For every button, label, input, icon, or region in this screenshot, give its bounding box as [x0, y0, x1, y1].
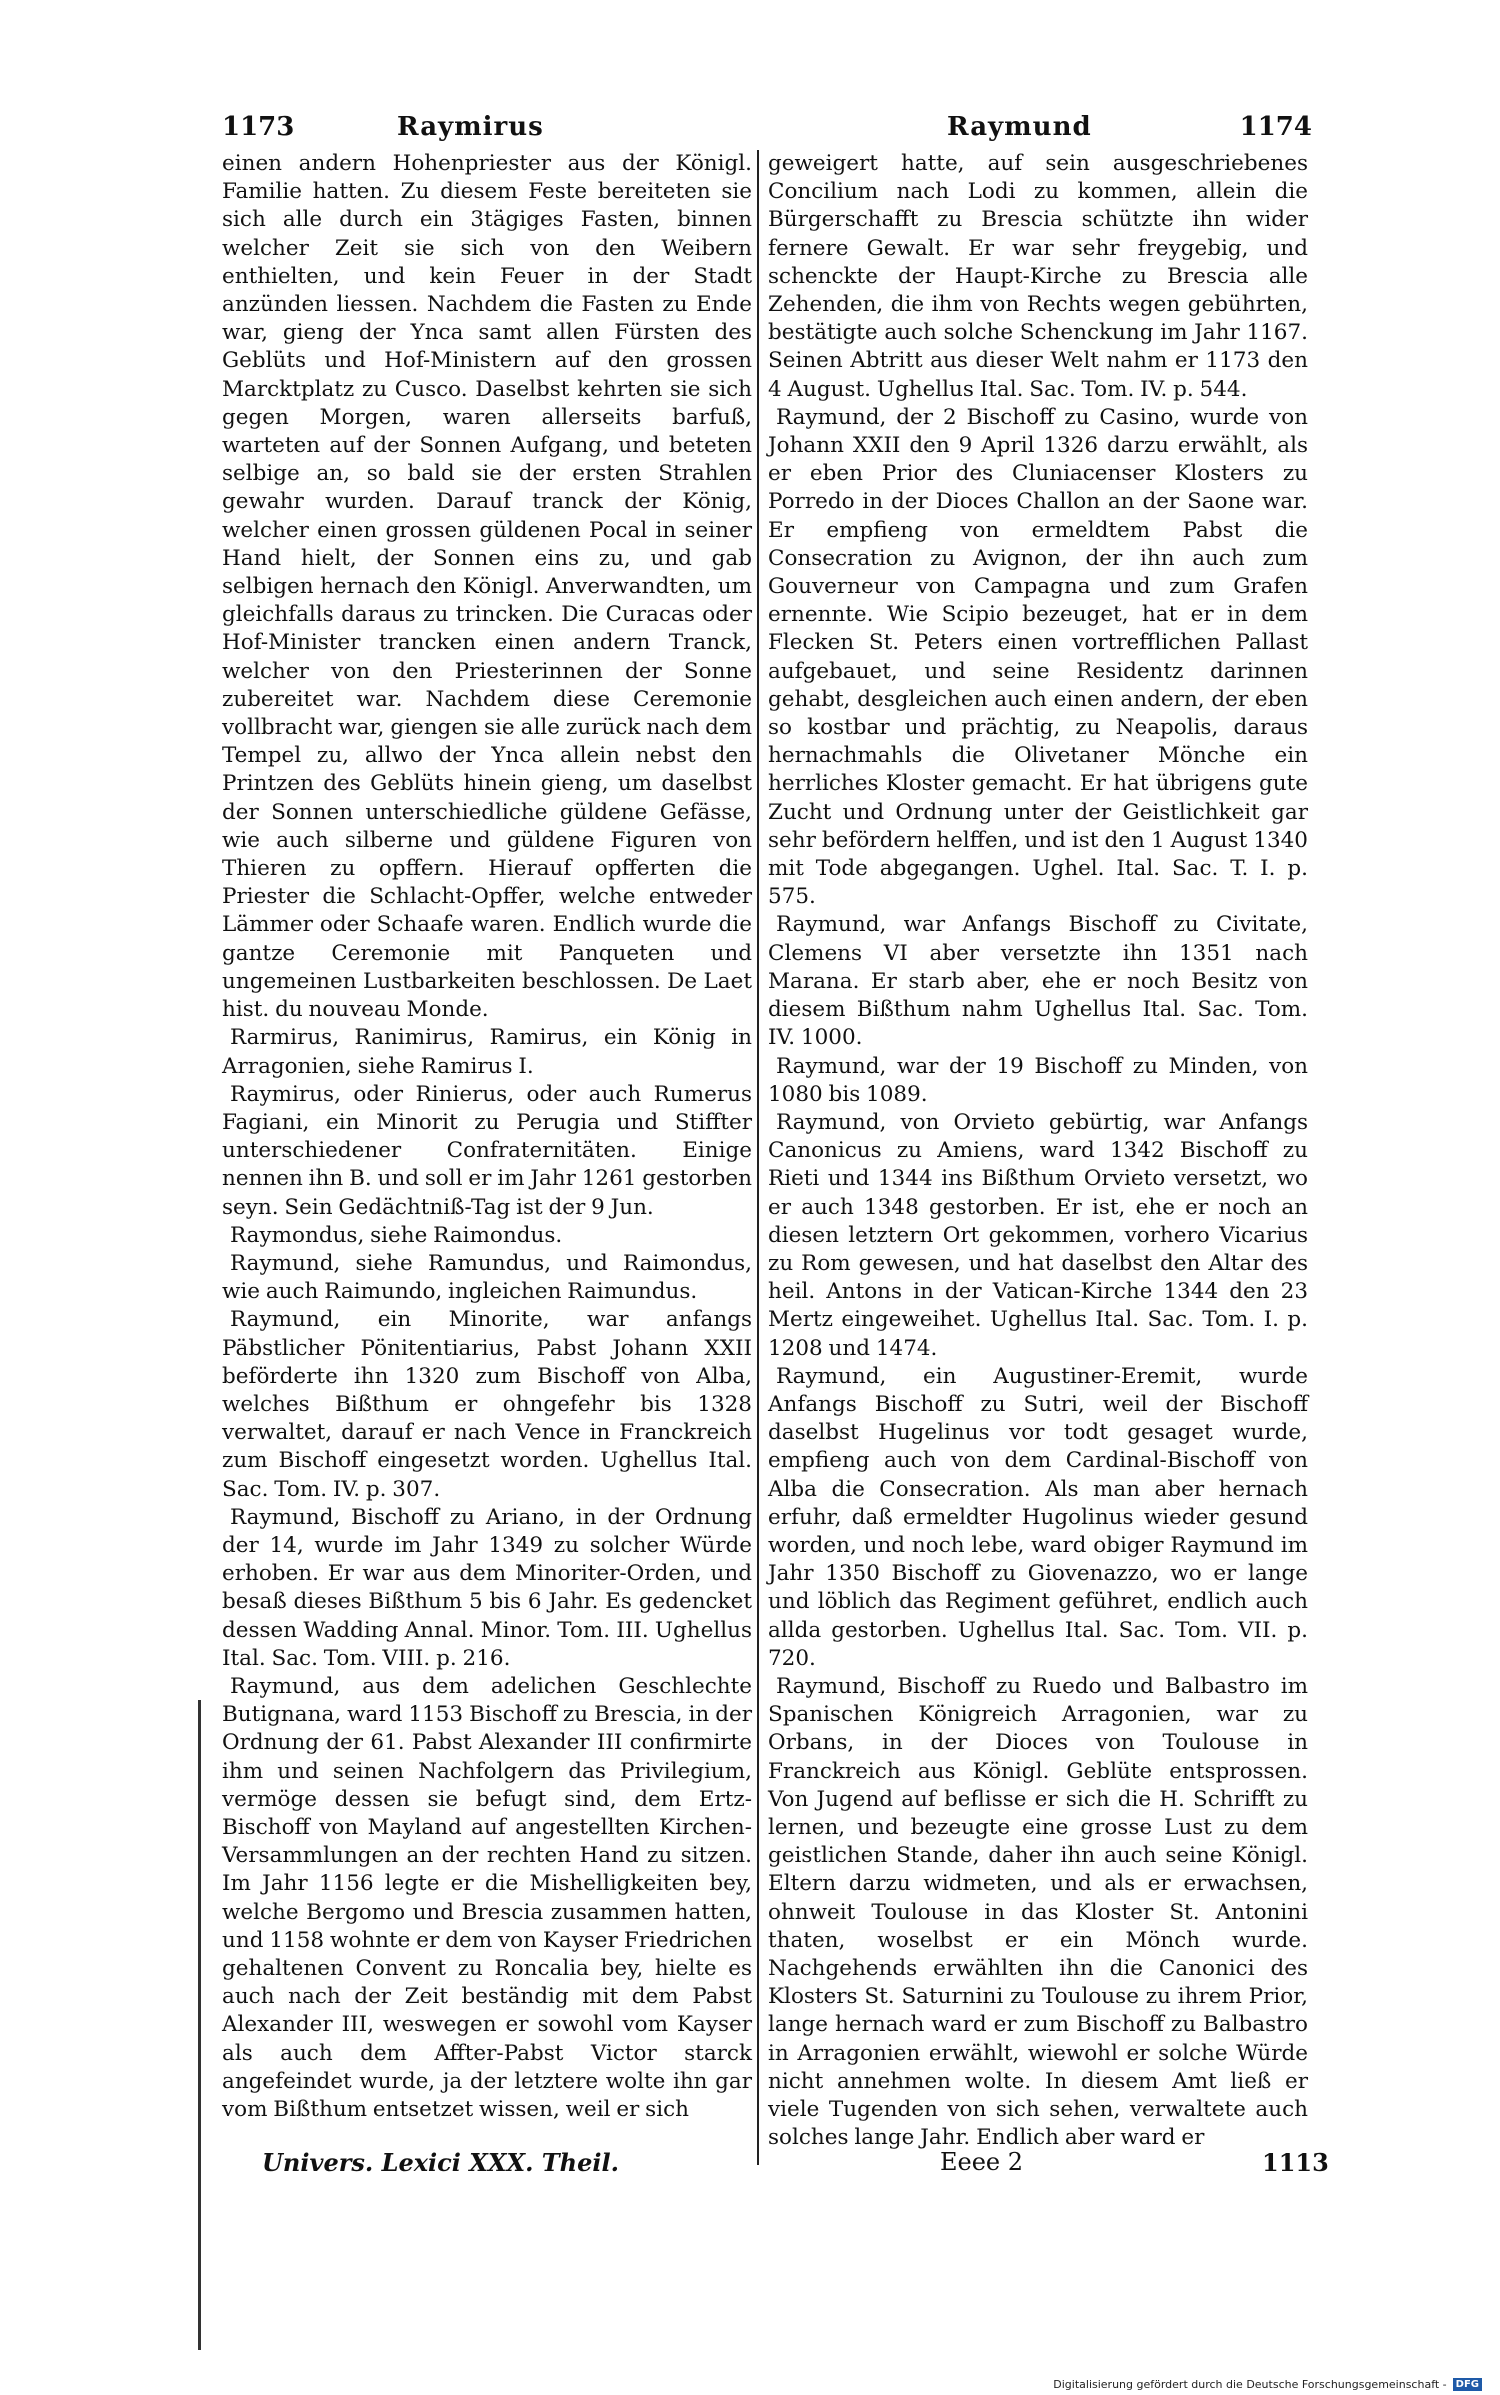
- right-column: [768, 150, 1308, 2152]
- entry-paragraph: Raymund, der 2 Bischoff zu Casino, wurde von Johann XXII den 9 April 1326 darzu erwählt, als er eben Prior des Cluniacenser Klosters zu Porredo in der Dioces Challon an der Saone war. Er empfieng von ermeldtem Pabst die Consecration zu Avignon, der ihn auch zum Gouverneur von Campagna und zum Grafen ernennte. Wie Scipio bezeuget, hat er in dem Flecken St. Peters einen vortrefflichen Pallast aufgebauet, und seine Residentz darinnen gehabt, desgleichen auch einen andern, der eben so kostbar und prächtig, zu Neapolis, daraus hernachmahls die Olivetaner Mönche ein herrliches Kloster gemacht. Er hat übrigens gute Zucht und Ordnung unter der Geistlichkeit gar sehr befördern helffen, und ist den 1 August 1340 mit Tode abgegangen. Ughel. Ital. Sac. T. I. p. 575.: [768, 404, 1308, 910]
- entry-paragraph: Raymund, siehe Ramundus, und Raimondus, wie auch Raimundo, ingleichen Raimundus.: [222, 1250, 752, 1305]
- sheet-signature: Eeee 2: [940, 2148, 1024, 2176]
- entry-paragraph: Raymund, ein Minorite, war anfangs Päbstlicher Pönitentiarius, Pabst Johann XXII beförderte ihn 1320 zum Bischoff von Alba, welches Bißthum er ohngefehr bis 1328 verwaltet, darauf er nach Vence in Franckreich zum Bischoff eingesetzt worden. Ughellus Ital. Sac. Tom. IV. p. 307.: [222, 1307, 752, 1502]
- page-header: [222, 112, 1312, 152]
- column-divider: [757, 150, 759, 2165]
- entry-paragraph: Raymund, aus dem adelichen Geschlechte Butignana, ward 1153 Bischoff zu Brescia, in der Ordnung der 61. Pabst Alexander III confirmirte ihm und seinen Nachfolgern das Privilegium, vermöge dessen sie befugt sind, dem Ertz-Bischoff von Mayland auf angestellten Kirchen-Versammlungen an der rechten Hand zu sitzen. Im Jahr 1156 legte er die Mishelligkeiten bey, welche Bergomo und Brescia zusammen hatten, und 1158 wohnte er dem von Kayser Friedrichen gehaltenen Convent zu Roncalia bey, hielte es auch nach der Zeit beständig mit dem Pabst Alexander III, weswegen er sowohl vom Kayser als auch dem Affter-Pabst Victor starck angefeindet wurde, ja der letztere wolte ihn gar vom Bißthum entsetzet wissen, weil er sich: [222, 1673, 752, 2123]
- entry-paragraph: Raymund, von Orvieto gebürtig, war Anfangs Canonicus zu Amiens, ward 1342 Bischoff zu Rieti und 1344 ins Bißthum Orvieto versetzt, wo er auch 1348 gestorben. Er ist, ehe er noch an diesen letztern Ort gekommen, vorhero Vicarius zu Rom gewesen, und hat daselbst den Altar des heil. Antons in der Vatican-Kirche 1344 den 23 Mertz eingeweihet. Ughellus Ital. Sac. Tom. I. p. 1208 und 1474.: [768, 1109, 1308, 1361]
- entry-paragraph: Raymondus, siehe Raimondus.: [230, 1222, 563, 1248]
- entry-paragraph: Raymund, war der 19 Bischoff zu Minden, von 1080 bis 1089.: [768, 1053, 1308, 1107]
- entry-paragraph: Rarmirus, Ranimirus, Ramirus, ein König in Arragonien, siehe Ramirus I.: [222, 1025, 752, 1079]
- left-column: [222, 150, 752, 2124]
- page-number-left: 1173: [222, 112, 295, 142]
- entry-paragraph: Raymirus, oder Rinierus, oder auch Rumerus Fagiani, ein Minorit zu Perugia und Stiffter unterschiedener Confraternitäten. Einige nennen ihn B. und soll er im Jahr 1261 gestorben seyn. Sein Gedächtniß-Tag ist der 9 Jun.: [222, 1081, 752, 1220]
- running-title-right: Raymund: [947, 112, 1092, 142]
- dfg-logo-icon: DFG: [1453, 2378, 1482, 2391]
- catchword: 1113: [1262, 2148, 1329, 2177]
- entry-paragraph: Raymund, war Anfangs Bischoff zu Civitate, Clemens VI aber versetzte ihn 1351 nach Marana. Er starb aber, ehe er noch Besitz von diesem Bißthum nahm Ughellus Ital. Sac. Tom. IV. 1000.: [768, 912, 1308, 1051]
- entry-paragraph: Raymund, Bischoff zu Ruedo und Balbastro im Spanischen Königreich Arragonien, war zu Orbans, in der Dioces von Toulouse in Franckreich aus Königl. Geblüte entsprossen. Von Jugend auf beflisse er sich die H. Schrifft zu lernen, und bezeugte eine grosse Lust zu dem geistlichen Stande, daher ihn auch seine Königl. Eltern darzu widmeten, und als er erwachsen, ohnweit Toulouse in das Kloster St. Antonini thaten, woselbst er ein Mönch wurde. Nachgehends erwählten ihn die Canonici des Klosters St. Saturnini zu Toulouse zu ihrem Prior, lange hernach ward er zum Bischoff zu Balbastro in Arragonien erwählt, wiewohl er solche Würde nicht annehmen wolte. In diesem Amt ließ er viele Tugenden von sich sehen, verwaltete auch solches lange Jahr. Endlich aber ward er: [768, 1673, 1308, 2151]
- digitization-credit: [1053, 2378, 1482, 2391]
- entry-paragraph: geweigert hatte, auf sein ausgeschriebenes Concilium nach Lodi zu kommen, allein die Bürgerschafft zu Brescia schützte ihn wider fernere Gewalt. Er war sehr freygebig, und schenckte der Haupt-Kirche zu Brescia alle Zehenden, die ihm von Rechts wegen gebührten, bestätigte auch solche Schenckung im Jahr 1167. Seinen Abtritt aus dieser Welt nahm er 1173 den 4 August. Ughellus Ital. Sac. Tom. IV. p. 544.: [768, 151, 1308, 402]
- volume-signature: Univers. Lexici XXX. Theil.: [262, 2148, 619, 2177]
- binding-edge: [198, 1700, 201, 2350]
- entry-paragraph: Raymund, ein Augustiner-Eremit, wurde Anfangs Bischoff zu Sutri, weil der Bischoff daselbst Hugelinus vor todt gesaget wurde, empfieng auch von dem Cardinal-Bischoff von Alba die Consecration. Als man aber hernach erfuhr, daß ermeldter Hugolinus wieder gesund worden, und noch lebe, ward obiger Raymund im Jahr 1350 Bischoff zu Giovenazzo, wo er lange und löblich das Regiment geführet, endlich auch allda gestorben. Ughellus Ital. Sac. Tom. VII. p. 720.: [768, 1363, 1308, 1671]
- digitization-text: Digitalisierung gefördert durch die Deutsche Forschungsgemeinschaft -: [1053, 2378, 1447, 2391]
- running-title-left: Raymirus: [397, 112, 544, 142]
- page-number-right: 1174: [1239, 112, 1312, 142]
- entry-paragraph: Raymund, Bischoff zu Ariano, in der Ordnung der 14, wurde im Jahr 1349 zu solcher Würde erhoben. Er war aus dem Minoriter-Orden, und besaß dieses Bißthum 5 bis 6 Jahr. Es gedencket dessen Wadding Annal. Minor. Tom. III. Ughellus Ital. Sac. Tom. VIII. p. 216.: [222, 1504, 752, 1671]
- entry-paragraph: einen andern Hohenpriester aus der Königl. Familie hatten. Zu diesem Feste bereiteten sie sich alle durch ein 3tägiges Fasten, binnen welcher Zeit sie sich von den Weibern enthielten, und kein Feuer in der Stadt anzünden liessen. Nachdem die Fasten zu Ende war, gieng der Ynca samt allen Fürsten des Geblüts und Hof-Ministern auf den grossen Marcktplatz zu Cusco. Daselbst kehrten sie sich gegen Morgen, waren allerseits barfuß, warteten auf der Sonnen Aufgang, und beteten selbige an, so bald sie der ersten Strahlen gewahr wurden. Darauf tranck der König, welcher einen grossen güldenen Pocal in seiner Hand hielt, der Sonnen eins zu, und gab selbigen hernach den Königl. Anverwandten, um gleichfalls daraus zu trincken. Die Curacas oder Hof-Minister trancken einen andern Tranck, welcher von den Priesterinnen der Sonne zubereitet war. Nachdem diese Ceremonie vollbracht war, giengen sie alle zurück nach dem Tempel zu, allwo der Ynca allein nebst den Printzen des Geblüts hinein gieng, um daselbst der Sonnen unterschiedliche güldene Gefässe, wie auch silberne und güldene Figuren von Thieren zu opffern. Hierauf opfferten die Priester die Schlacht-Opffer, welche entweder Lämmer oder Schaafe waren. Endlich wurde die gantze Ceremonie mit Panqueten und ungemeinen Lustbarkeiten beschlossen. De Laet hist. du nouveau Monde.: [222, 151, 752, 1023]
